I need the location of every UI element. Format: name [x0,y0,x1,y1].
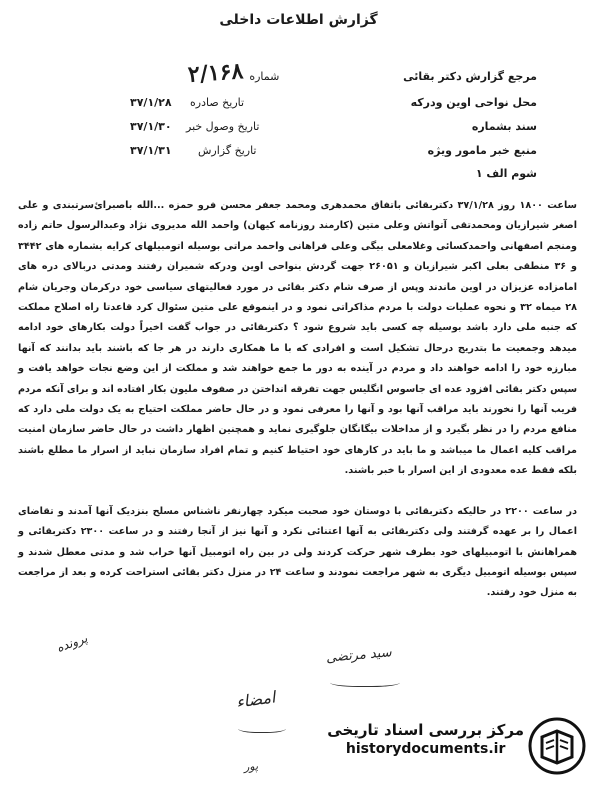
report-date-row [198,144,257,157]
issue-date-label: تاریخ صادره [190,96,245,109]
body-paragraph-1: ساعت ۱۸۰۰ روز ۳۷/۱/۲۸ دکتربقائی باتفاق محمدهری ومحمد جعفر محسن فرو حمزه ...الله باصبرائ‌سرتبندی و علی اصغر شیرازیان ومحمدتقی آتواتش وعلی متین (کارمند روزنامه کیهان) واحمد الله مدیروی نژاد وعبدالرسول حاتم زاده ومنجم اصفهانی واحمدکسائی وغلامعلی بیگی وعلی فراهانی واحمد مراتی بوسیله اتومبیلهای کرایه بشماره های ۳۴۴۲ و ۳۶ منطقی بعلی اکبر شیرازیان و ۲۶۰۵۱ جهت گردش بنواحی اوین ودرکه شمیران رفتند ومدتی دربالای دره های امامزاده عزیزان در اوین ماندند وپس از صرف شام دکتر بقائی در مورد فعالیتهای سیاسی خود درکرمان وجریان شام ۲۸ میماه ۳۲ و نحوه عملیات دولت با مردم مذاکراتی نمود و در اینموقع علی متین سئوال کرد قاعدتا راه اصلاح مملکت که جنبه ملی دارد باشد بوسیله چه کسی باید شروع شود ؟ دکتربقائی در جواب گفت اخیراً دولت بکارهای خود ادامه میدهد وجمعیت ما بتدریج درحال تشکیل است و افرادی که با ما همکاری دارند در هر جا که باشند باید بدانند که آنها مبارزه خود را ادامه خواهند داد و مردم در آینده به دور ما جمع خواهند شد و مملکت از این وضع نجات خواهد یافت و سپس دکتر بقائی افزود عده ای جاسوس انگلیس جهت تفرقه انداختن در صفوف ملیون بکار افتاده اند و برای آنکه مردم فریب آنها را نخورند باید مراقب آنها بود و آنها را معرفی نمود و در حال حاضر مملکت احتیاج به یک دولت ملی دارد که منافع مردم را در نظر بگیرد و از مداخلات بیگانگان جلوگیری نماید و همچنین اظهار داشت در حال حاضر سازمان امنیت مراقب کلیه اعمال ما میباشد و ما باید در کارهای خود احتیاط کنیم و تمام افراد سازمان نباید از اسرار ما مطلع باشند بلکه فقط عده معدودی از این اسرار با خبر باشند. [18,200,578,477]
receipt-date-value-wrap [130,120,172,133]
watermark-text [327,721,524,757]
report-recipient: مرجع گزارش دکتر بقائی [403,70,537,83]
archive-watermark [316,715,586,777]
body-paragraph-2: در ساعت ۲۲۰۰ در حالیکه دکتربقائی با دوستان خود صحبت میکرد چهارنفر ناشناس مسلح بنزدیک آنها آمدند و تقاضای اعمال را بر عهده گرفتند ولی دکتربقائی به آنها اعتنائی نکرد و آنها نیز از آنجا رفتند و در ساعت ۲۳۰۰ دکتربقائی و همراهانش با اتومبیلهای خود بطرف شهر حرکت کردند ولی در بین راه اتومبیل آنها خراب شد و مدتی معطل شدند و سپس بوسیله اتومبیل دیگری به شهر مراجعت نمودند و ساعت ۲۴ در منزل دکتر بقائی استراحت کرده و بعد از مراجعت به منزل خود رفتند. [18,505,577,599]
archive-logo-icon [528,717,586,775]
report-date-value-wrap [130,144,172,157]
issue-date-value-wrap [130,96,172,109]
signature-1: سید مرتضی [325,645,393,666]
document-number [188,60,279,86]
receipt-date-row [186,120,259,133]
report-date-value: ۳۷/۱/۳۱ [130,144,172,157]
number-value: ۲/۱۶۸ [187,58,245,88]
signature-2: امضاء [234,687,277,712]
signature-1-stroke [330,676,400,687]
case-number-label: سند بشماره [471,120,537,133]
report-location: محل نواحی اوین ودرکه [410,96,537,109]
margin-note: پرونده [54,631,90,655]
report-source: منبع خبر مامور ویژه [427,144,537,157]
signature-3: پور [243,759,259,774]
attachment-label: شوم الف ۱ [475,167,537,180]
number-label: شماره [249,70,280,83]
signature-2-stroke [238,722,286,733]
document-title: گزارش اطلاعات داخلی [219,12,378,28]
issue-date-row [190,96,244,109]
receipt-date-label: تاریخ وصول خبر [186,120,260,133]
watermark-url: historydocuments.ir [345,741,506,757]
issue-date-value: ۳۷/۱/۲۸ [130,96,172,109]
report-date-label: تاریخ گزارش [198,144,257,157]
report-body [18,196,577,624]
watermark-title: مرکز بررسی اسناد تاریخی [327,721,524,739]
receipt-date-value: ۳۷/۱/۳۰ [130,120,172,133]
